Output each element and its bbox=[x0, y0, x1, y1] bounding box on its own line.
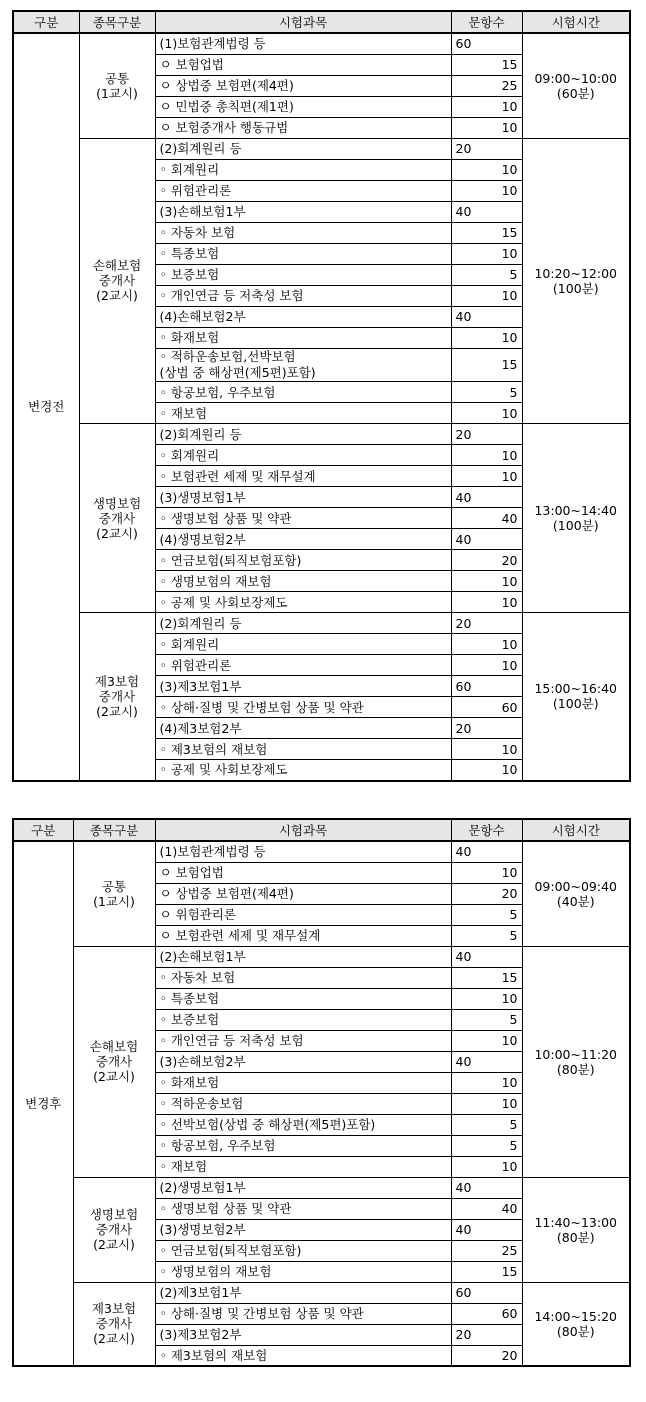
subject-item bbox=[155, 1240, 451, 1261]
subject-item bbox=[155, 1114, 451, 1135]
question-count: 40 bbox=[451, 1219, 522, 1240]
subject-name bbox=[155, 613, 451, 634]
column-header: 시험시간 bbox=[522, 819, 630, 841]
category-label-line: 손해보험 bbox=[89, 1039, 139, 1054]
exam-time-line: 11:40~13:00 bbox=[534, 1214, 618, 1230]
subject-text: ◦ 위험관리론 bbox=[159, 183, 232, 198]
subject-item bbox=[155, 1030, 451, 1051]
subject-text: (1)보험관계법령 등 bbox=[159, 36, 266, 52]
subject-item bbox=[155, 571, 451, 592]
category-label bbox=[73, 1282, 155, 1366]
subject-name bbox=[155, 201, 451, 222]
category-label-line: 중개사 bbox=[95, 1316, 133, 1332]
subject-text: ㅇ 보험중개사 행동규범 bbox=[159, 120, 289, 135]
table-row bbox=[13, 841, 630, 862]
question-count: 5 bbox=[451, 1135, 522, 1156]
question-count: 10 bbox=[451, 159, 522, 180]
exam-time bbox=[522, 1177, 630, 1282]
question-count: 40 bbox=[451, 1177, 522, 1198]
exam-time-line: 13:00~14:40 bbox=[534, 503, 618, 518]
category-label-line: 손해보험 bbox=[92, 258, 142, 274]
subject-text: (2)손해보험1부 bbox=[159, 949, 246, 964]
question-count: 10 bbox=[451, 862, 522, 883]
question-count: 10 bbox=[451, 285, 522, 306]
subject-item bbox=[155, 159, 451, 180]
subject-text: ◦ 회계원리 bbox=[159, 162, 220, 177]
subject-text: (3)생명보험1부 bbox=[159, 489, 246, 505]
subject-item bbox=[155, 508, 451, 529]
category-label-line: 공통 bbox=[104, 70, 130, 86]
subject-name bbox=[155, 946, 451, 967]
exam-time-line: (80분) bbox=[556, 1061, 595, 1077]
subject-item bbox=[155, 466, 451, 487]
question-count: 40 bbox=[451, 1051, 522, 1072]
question-count: 15 bbox=[451, 967, 522, 988]
category-label-line: 제3보험 bbox=[91, 1301, 137, 1317]
subject-item bbox=[155, 1156, 451, 1177]
question-count: 20 bbox=[451, 883, 522, 904]
category-label-line: 중개사 bbox=[98, 273, 136, 289]
subject-item bbox=[155, 697, 451, 718]
subject-item bbox=[155, 634, 451, 655]
table-row bbox=[13, 946, 630, 967]
category-label-line: 공통 bbox=[101, 878, 127, 894]
subject-text: ㅇ 상법중 보험편(제4편) bbox=[159, 78, 294, 93]
question-count: 10 bbox=[451, 445, 522, 466]
question-count: 10 bbox=[451, 96, 522, 117]
subject-text: ◦ 보험관련 세제 및 재무설계 bbox=[159, 468, 316, 484]
subject-text: ◦ 생명보험의 재보험 bbox=[159, 573, 272, 589]
subject-item bbox=[155, 655, 451, 676]
question-count: 10 bbox=[451, 403, 522, 424]
table-row bbox=[13, 613, 630, 634]
subject-item bbox=[155, 1303, 451, 1324]
subject-item bbox=[155, 592, 451, 613]
question-count: 40 bbox=[451, 201, 522, 222]
column-header: 시험과목 bbox=[155, 819, 451, 841]
category-label-line: (2교시) bbox=[96, 525, 138, 541]
question-count: 15 bbox=[451, 348, 522, 382]
category-label-line: (1교시) bbox=[96, 85, 138, 101]
column-header: 종목구분 bbox=[73, 819, 155, 841]
category-label-line: (1교시) bbox=[93, 893, 135, 909]
subject-text: ◦ 항공보험, 우주보험 bbox=[159, 384, 276, 400]
subject-text: ◦ 공제 및 사회보장제도 bbox=[159, 594, 288, 610]
exam-time-line: 10:00~11:20 bbox=[534, 1046, 618, 1062]
question-count: 20 bbox=[451, 1345, 522, 1366]
column-header: 시험시간 bbox=[522, 11, 630, 33]
question-count: 10 bbox=[451, 243, 522, 264]
question-count: 10 bbox=[451, 466, 522, 487]
subject-name bbox=[155, 676, 451, 697]
exam-time-line: (100분) bbox=[552, 696, 599, 712]
table-row bbox=[13, 1282, 630, 1303]
subject-item bbox=[155, 222, 451, 243]
subject-item bbox=[155, 760, 451, 781]
question-count: 10 bbox=[451, 571, 522, 592]
subject-item bbox=[155, 862, 451, 883]
subject-text: (4)제3보험2부 bbox=[159, 720, 242, 736]
subject-name bbox=[155, 1324, 451, 1345]
subject-text: ㅇ 위험관리론 bbox=[159, 907, 236, 922]
subject-name bbox=[155, 529, 451, 550]
question-count: 25 bbox=[451, 1240, 522, 1261]
category-label-line: 중개사 bbox=[95, 1054, 133, 1069]
subject-text: (3)제3보험2부 bbox=[159, 1327, 242, 1342]
question-count: 10 bbox=[451, 1156, 522, 1177]
subject-name bbox=[155, 1051, 451, 1072]
subject-text: ◦ 제3보험의 재보험 bbox=[159, 741, 268, 757]
category-label bbox=[79, 33, 155, 138]
question-count: 5 bbox=[451, 264, 522, 285]
question-count: 40 bbox=[451, 508, 522, 529]
question-count: 20 bbox=[451, 613, 522, 634]
subject-text: (4)생명보험2부 bbox=[159, 531, 246, 547]
subject-item bbox=[155, 739, 451, 760]
question-count: 10 bbox=[451, 655, 522, 676]
subject-text-line2: (상법 중 해상편(제5편)포함) bbox=[159, 364, 316, 380]
subject-item bbox=[155, 1135, 451, 1156]
subject-text: ◦ 제3보험의 재보험 bbox=[159, 1347, 268, 1363]
subject-item bbox=[155, 243, 451, 264]
exam-time-line: (100분) bbox=[552, 518, 599, 533]
subject-text: ㅇ 상법중 보험편(제4편) bbox=[159, 886, 294, 901]
subject-text: ◦ 적하운송보험,선박보험 bbox=[159, 348, 296, 364]
column-header: 구분 bbox=[13, 11, 79, 33]
category-label bbox=[79, 138, 155, 424]
subject-text: ◦ 자동차 보험 bbox=[159, 225, 236, 240]
exam-time-line: 09:00~09:40 bbox=[534, 878, 618, 894]
exam-table-before bbox=[12, 10, 631, 782]
subject-text: ◦ 선박보험(상법 중 해상편(제5편)포함) bbox=[159, 1117, 376, 1132]
category-label-line: 생명보험 bbox=[92, 495, 142, 511]
subject-name bbox=[155, 33, 451, 54]
column-header: 구분 bbox=[13, 819, 73, 841]
question-count: 40 bbox=[451, 1198, 522, 1219]
subject-name bbox=[155, 424, 451, 445]
subject-item bbox=[155, 117, 451, 138]
subject-item bbox=[155, 1072, 451, 1093]
question-count: 10 bbox=[451, 1072, 522, 1093]
subject-item bbox=[155, 382, 451, 403]
subject-item bbox=[155, 967, 451, 988]
subject-name bbox=[155, 487, 451, 508]
exam-time-line: 10:20~12:00 bbox=[534, 265, 618, 281]
section-label: 변경전 bbox=[13, 33, 79, 781]
question-count: 10 bbox=[451, 327, 522, 348]
question-count: 5 bbox=[451, 1009, 522, 1030]
subject-item bbox=[155, 550, 451, 571]
subject-item bbox=[155, 75, 451, 96]
category-label-line: 생명보험 bbox=[89, 1207, 139, 1222]
question-count: 15 bbox=[451, 222, 522, 243]
subject-item bbox=[155, 348, 451, 382]
question-count: 10 bbox=[451, 1030, 522, 1051]
question-count: 5 bbox=[451, 925, 522, 946]
subject-text: ◦ 특종보험 bbox=[159, 991, 220, 1006]
question-count: 60 bbox=[451, 697, 522, 718]
subject-name bbox=[155, 1177, 451, 1198]
column-header: 문항수 bbox=[451, 819, 522, 841]
question-count: 60 bbox=[451, 33, 522, 54]
exam-time-line: (80분) bbox=[556, 1323, 595, 1339]
subject-item bbox=[155, 925, 451, 946]
subject-text: ◦ 재보험 bbox=[159, 1159, 208, 1174]
question-count: 10 bbox=[451, 592, 522, 613]
category-label-line: 중개사 bbox=[98, 688, 136, 704]
exam-time bbox=[522, 138, 630, 424]
question-count: 10 bbox=[451, 180, 522, 201]
question-count: 10 bbox=[451, 117, 522, 138]
question-count: 40 bbox=[451, 946, 522, 967]
subject-item bbox=[155, 54, 451, 75]
subject-text: ◦ 항공보험, 우주보험 bbox=[159, 1138, 276, 1153]
subject-text: (2)회계원리 등 bbox=[159, 426, 242, 442]
subject-name bbox=[155, 306, 451, 327]
subject-item bbox=[155, 403, 451, 424]
question-count: 15 bbox=[451, 54, 522, 75]
category-label bbox=[73, 1177, 155, 1282]
table-row bbox=[13, 424, 630, 445]
category-label bbox=[73, 841, 155, 946]
exam-time-line: (100분) bbox=[552, 280, 599, 296]
subject-text: (4)손해보험2부 bbox=[159, 309, 246, 324]
subject-text: ◦ 위험관리론 bbox=[159, 657, 232, 673]
subject-item bbox=[155, 327, 451, 348]
subject-text: ◦ 화재보험 bbox=[159, 330, 220, 345]
category-label-line: (2교시) bbox=[93, 1069, 135, 1084]
table-row bbox=[13, 138, 630, 159]
subject-item bbox=[155, 1093, 451, 1114]
exam-time-line: (60분) bbox=[556, 85, 595, 101]
subject-text: ◦ 연금보험(퇴직보험포함) bbox=[159, 1243, 302, 1258]
question-count: 40 bbox=[451, 529, 522, 550]
question-count: 20 bbox=[451, 424, 522, 445]
category-label-line: 중개사 bbox=[95, 1222, 133, 1237]
subject-name bbox=[155, 138, 451, 159]
subject-text: (3)제3보험1부 bbox=[159, 678, 242, 694]
subject-text: ◦ 화재보험 bbox=[159, 1075, 220, 1090]
exam-time-line: 14:00~15:20 bbox=[534, 1308, 618, 1324]
subject-text: ◦ 상해·질병 및 간병보험 상품 및 약관 bbox=[159, 699, 364, 715]
subject-name bbox=[155, 1219, 451, 1240]
subject-text: ◦ 회계원리 bbox=[159, 447, 220, 463]
question-count: 20 bbox=[451, 1324, 522, 1345]
exam-time bbox=[522, 946, 630, 1177]
subject-text: ◦ 특종보험 bbox=[159, 246, 220, 261]
category-label bbox=[79, 613, 155, 781]
question-count: 20 bbox=[451, 550, 522, 571]
question-count: 20 bbox=[451, 138, 522, 159]
subject-item bbox=[155, 180, 451, 201]
subject-text: ◦ 개인연금 등 저축성 보험 bbox=[159, 288, 304, 303]
subject-text: (1)보험관계법령 등 bbox=[159, 844, 266, 860]
subject-text: ◦ 보증보험 bbox=[159, 267, 220, 282]
table-row bbox=[13, 1177, 630, 1198]
exam-time-line: 15:00~16:40 bbox=[534, 681, 618, 697]
table-header-row bbox=[13, 819, 630, 841]
subject-text: ◦ 생명보험 상품 및 약관 bbox=[159, 510, 292, 526]
question-count: 20 bbox=[451, 718, 522, 739]
subject-text: ◦ 재보험 bbox=[159, 405, 208, 421]
subject-text: ◦ 보증보험 bbox=[159, 1012, 220, 1027]
subject-text: (3)손해보험2부 bbox=[159, 1054, 246, 1069]
subject-text: ◦ 생명보험의 재보험 bbox=[159, 1264, 272, 1279]
subject-item bbox=[155, 264, 451, 285]
category-label bbox=[79, 424, 155, 613]
subject-text: ◦ 회계원리 bbox=[159, 636, 220, 652]
exam-time-line: (40분) bbox=[556, 893, 595, 909]
category-label-line: (2교시) bbox=[93, 1237, 135, 1252]
subject-name bbox=[155, 1282, 451, 1303]
column-header: 종목구분 bbox=[79, 11, 155, 33]
question-count: 10 bbox=[451, 988, 522, 1009]
category-label-line: (2교시) bbox=[93, 1331, 135, 1347]
question-count: 40 bbox=[451, 487, 522, 508]
subject-item bbox=[155, 96, 451, 117]
question-count: 10 bbox=[451, 739, 522, 760]
question-count: 10 bbox=[451, 760, 522, 781]
subject-text: (2)생명보험1부 bbox=[159, 1180, 246, 1195]
subject-text: (3)손해보험1부 bbox=[159, 204, 246, 219]
question-count: 15 bbox=[451, 1261, 522, 1282]
subject-text: ㅇ 보험관련 세제 및 재무설계 bbox=[159, 928, 321, 943]
subject-text: ◦ 공제 및 사회보장제도 bbox=[159, 762, 288, 778]
exam-time bbox=[522, 1282, 630, 1366]
question-count: 40 bbox=[451, 306, 522, 327]
question-count: 5 bbox=[451, 382, 522, 403]
question-count: 5 bbox=[451, 904, 522, 925]
subject-item bbox=[155, 883, 451, 904]
subject-item bbox=[155, 1345, 451, 1366]
subject-text: ◦ 적하운송보험 bbox=[159, 1096, 244, 1111]
question-count: 10 bbox=[451, 634, 522, 655]
question-count: 25 bbox=[451, 75, 522, 96]
subject-name bbox=[155, 718, 451, 739]
table-header-row bbox=[13, 11, 630, 33]
category-label-line: 제3보험 bbox=[94, 673, 140, 689]
subject-text: ◦ 연금보험(퇴직보험포함) bbox=[159, 552, 302, 568]
question-count: 60 bbox=[451, 676, 522, 697]
category-label-line: 중개사 bbox=[98, 510, 136, 526]
exam-time bbox=[522, 841, 630, 946]
exam-time bbox=[522, 424, 630, 613]
question-count: 40 bbox=[451, 841, 522, 862]
subject-text: ㅇ 민법중 총칙편(제1편) bbox=[159, 99, 294, 114]
exam-time bbox=[522, 613, 630, 781]
subject-text: ◦ 생명보험 상품 및 약관 bbox=[159, 1201, 292, 1216]
subject-name bbox=[155, 841, 451, 862]
subject-item bbox=[155, 904, 451, 925]
table-row bbox=[13, 33, 630, 54]
question-count: 60 bbox=[451, 1303, 522, 1324]
exam-time bbox=[522, 33, 630, 138]
subject-item bbox=[155, 1198, 451, 1219]
subject-item bbox=[155, 285, 451, 306]
exam-table-after bbox=[12, 818, 631, 1367]
subject-text: (2)제3보험1부 bbox=[159, 1285, 242, 1300]
exam-time-line: (80분) bbox=[556, 1229, 595, 1245]
subject-item bbox=[155, 1261, 451, 1282]
question-count: 10 bbox=[451, 1093, 522, 1114]
column-header: 시험과목 bbox=[155, 11, 451, 33]
subject-text: ◦ 자동차 보험 bbox=[159, 970, 236, 985]
category-label-line: (2교시) bbox=[96, 288, 138, 304]
subject-item bbox=[155, 1009, 451, 1030]
subject-text: ㅇ 보험업법 bbox=[159, 57, 224, 72]
subject-item bbox=[155, 988, 451, 1009]
subject-text: ◦ 상해·질병 및 간병보험 상품 및 약관 bbox=[159, 1306, 364, 1321]
subject-text: ㅇ 보험업법 bbox=[159, 865, 224, 880]
exam-time-line: 09:00~10:00 bbox=[534, 70, 618, 86]
section-label: 변경후 bbox=[13, 841, 73, 1366]
column-header: 문항수 bbox=[451, 11, 522, 33]
category-label bbox=[73, 946, 155, 1177]
subject-text: (2)회계원리 등 bbox=[159, 141, 242, 156]
subject-text: ◦ 개인연금 등 저축성 보험 bbox=[159, 1033, 304, 1048]
subject-item bbox=[155, 445, 451, 466]
subject-text: (2)회계원리 등 bbox=[159, 615, 242, 631]
question-count: 60 bbox=[451, 1282, 522, 1303]
category-label-line: (2교시) bbox=[96, 703, 138, 719]
question-count: 5 bbox=[451, 1114, 522, 1135]
subject-text: (3)생명보험2부 bbox=[159, 1222, 246, 1237]
